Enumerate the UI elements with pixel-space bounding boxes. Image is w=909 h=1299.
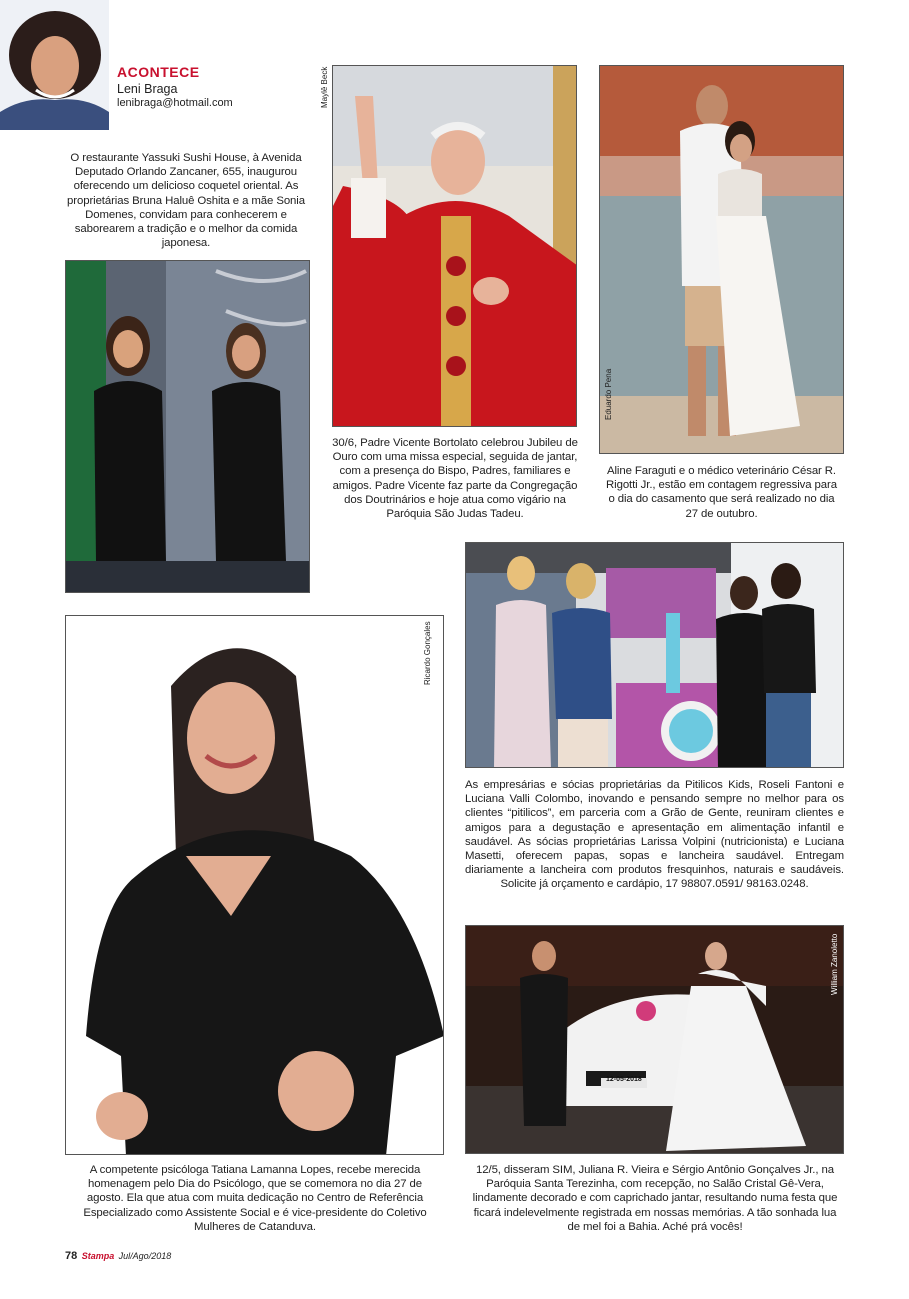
yassuki-photo bbox=[65, 260, 310, 593]
columnist-name: Leni Braga bbox=[117, 82, 178, 96]
padre-photo-credit: Maylê Beck bbox=[320, 66, 329, 108]
columnist-email[interactable]: lenibraga@hotmail.com bbox=[117, 97, 233, 109]
casamento-photo bbox=[465, 925, 844, 1154]
padre-caption: 30/6, Padre Vicente Bortolato celebrou Jubileu de Ouro com uma missa especial, seguida de jantar, com a presença do Bispo, Padres, familiares e amigos. Padre Vicente faz parte da Congregação dos Doutrinários e hoje atua como vigário na Paróquia São Judas Tadeu. bbox=[332, 437, 578, 521]
tatiana-caption: A competente psicóloga Tatiana Lamanna Lopes, recebe merecida homenagem pelo Dia do Psicólogo, que se comemora no dia 27 de agosto. Ela que atua com muita dedicação no Centro de Referência Especializado como Assistente Social e é vice-presidente do Coletivo Mulheres de Catanduva. bbox=[83, 1164, 427, 1233]
aline-photo bbox=[599, 65, 844, 454]
column-label: ACONTECE bbox=[117, 64, 200, 80]
aline-caption: Aline Faraguti e o médico veterinário César R. Rigotti Jr., estão em contagem regressiva para o dia do casamento que será realizado no dia 27 de outubro. bbox=[606, 465, 837, 520]
tatiana-photo-credit: Ricardo Gonçales bbox=[423, 621, 432, 685]
pitilicos-caption: As empresárias e sócias proprietárias da Pitilicos Kids, Roseli Fantoni e Luciana Valli Colombo, inovando e pensando sempre no melhor para os clientes “pitilicos”, em parceria com a Grão de Gente, reuniram clientes e amigos para a degustação e apresentação em alimentação infantil e saudável. As sócias proprietárias Larissa Volpini (nutricionista) e Luciana Masetti, oferecem papas, sopas e lancheira saudável. Entregam diariamente a lancheira com produtos fresquinhos, naturais e saudáveis. Solicite já orçamento e cardápio, 17 98807.0591/ 98163.0248. bbox=[465, 779, 844, 891]
columnist-photo bbox=[0, 0, 109, 130]
padre-photo bbox=[332, 65, 577, 427]
aline-photo-credit: Eduardo Pena bbox=[604, 368, 613, 420]
yassuki-caption: O restaurante Yassuki Sushi House, à Avenida Deputado Orlando Zancaner, 655, inaugurou oferecendo um delicioso coquetel oriental. As proprietárias Bruna Haluê Oshita e a mãe Sonia Domenes, convidam para conhecerem e saborearem a tradição e o melhor da comida japonesa. bbox=[67, 152, 305, 250]
page-number: 78 bbox=[65, 1250, 78, 1262]
issue-date: Jul/Ago/2018 bbox=[118, 1251, 172, 1261]
casamento-photo-credit: William Zanoletto bbox=[830, 933, 839, 995]
casamento-caption: 12/5, disseram SIM, Juliana R. Vieira e Sérgio Antônio Gonçalves Jr., na Paróquia Santa Terezinha, com recepção, no Salão Cristal Gê-Vera, lindamente decorado e com caprichado jantar, resultando numa festa que ficará indelevelmente registrada em nossas memórias. A tão sonhada lua de mel foi a Bahia. Aché prá vocês! bbox=[472, 1164, 838, 1233]
car-license-plate: 12-05-2018 bbox=[606, 1076, 642, 1083]
tatiana-photo bbox=[65, 615, 444, 1155]
magazine-name: Stampa bbox=[81, 1251, 115, 1261]
pitilicos-photo bbox=[465, 542, 844, 768]
page-footer bbox=[65, 1246, 171, 1264]
